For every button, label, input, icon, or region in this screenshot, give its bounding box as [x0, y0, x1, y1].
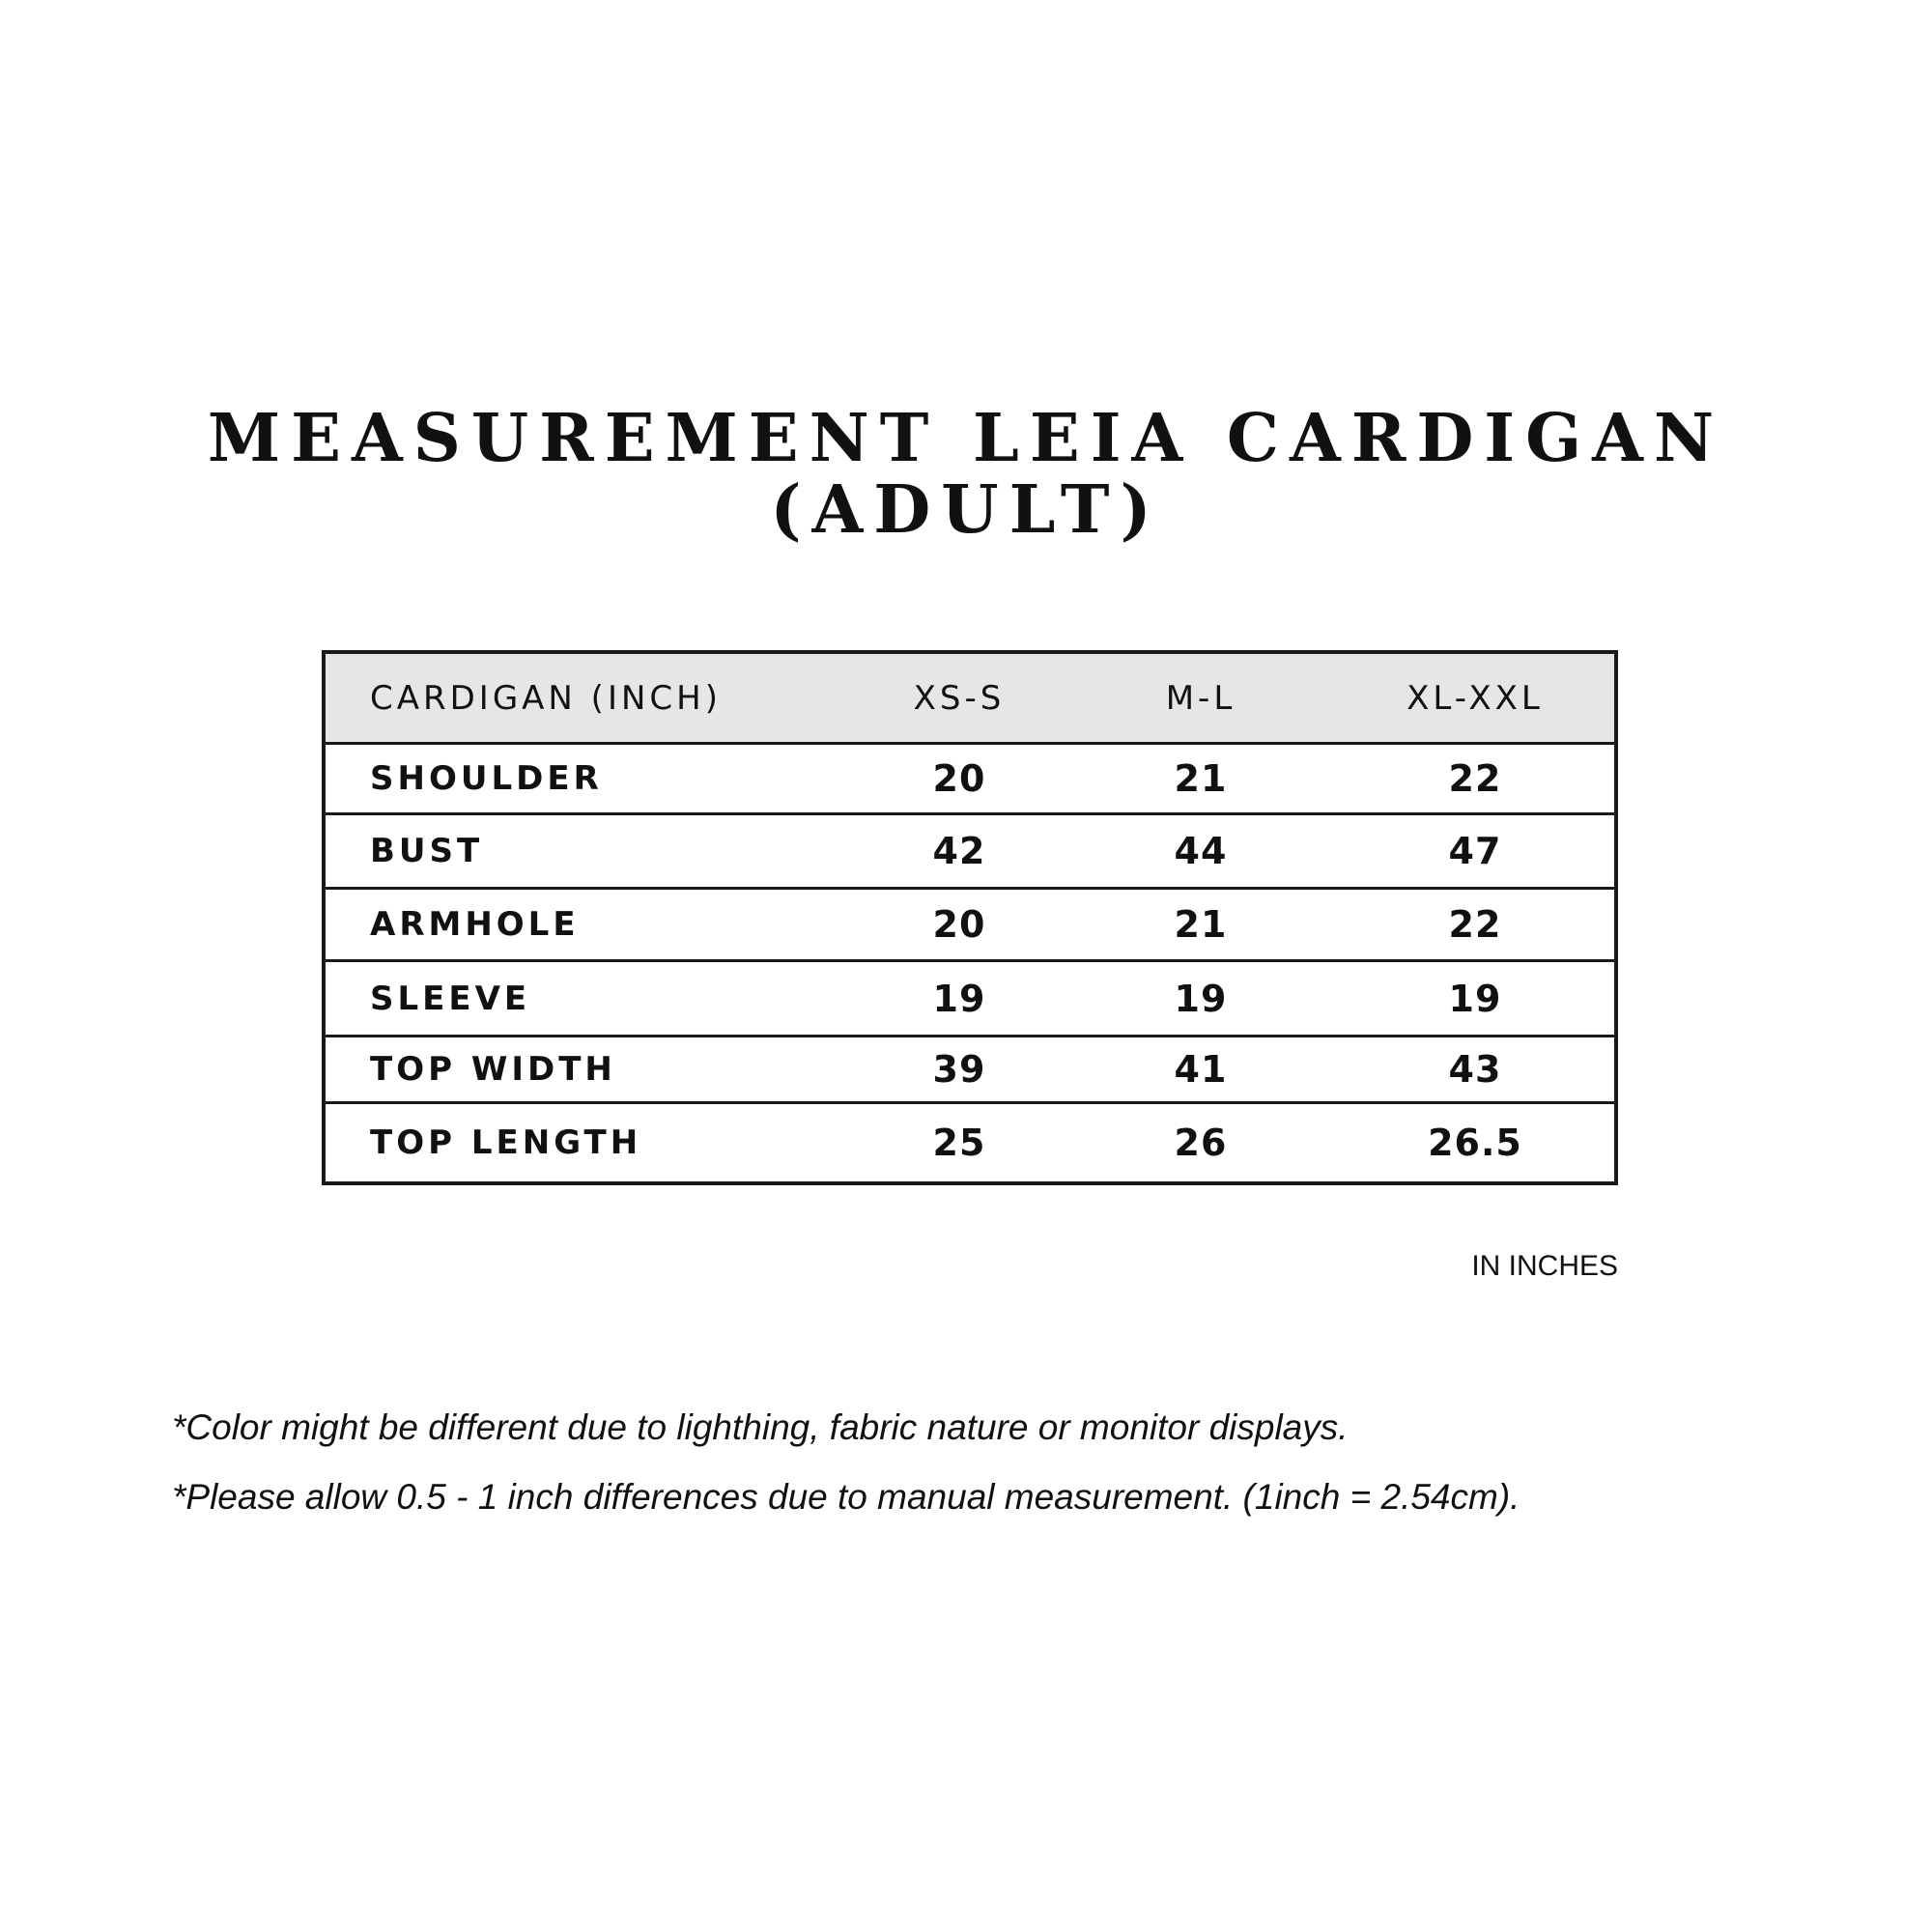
page-title-line-1: MEASUREMENT LEIA CARDIGAN — [207, 400, 1725, 477]
header-cardigan-inch: CARDIGAN (INCH) — [324, 652, 853, 744]
header-size-xs-s: XS-S — [853, 652, 1065, 744]
row-label-top-width: TOP WIDTH — [324, 1037, 853, 1103]
cell-value: 20 — [853, 744, 1065, 814]
page-title-line-2: (ADULT) — [770, 471, 1162, 549]
size-chart-table — [322, 650, 1618, 1185]
header-size-xl-xxl: XL-XXL — [1336, 652, 1616, 744]
table-row — [324, 1103, 1616, 1184]
cell-value: 19 — [1336, 961, 1616, 1037]
cell-value: 22 — [1336, 744, 1616, 814]
cell-value: 20 — [853, 889, 1065, 961]
row-label-sleeve: SLEEVE — [324, 961, 853, 1037]
row-label-bust: BUST — [324, 814, 853, 889]
table-header-row — [324, 652, 1616, 744]
cell-value: 42 — [853, 814, 1065, 889]
cell-value: 47 — [1336, 814, 1616, 889]
cell-value: 39 — [853, 1037, 1065, 1103]
cell-value: 21 — [1065, 744, 1336, 814]
cell-value: 25 — [853, 1103, 1065, 1184]
cell-value: 44 — [1065, 814, 1336, 889]
cell-value: 19 — [1065, 961, 1336, 1037]
row-label-shoulder: SHOULDER — [324, 744, 853, 814]
cell-value: 22 — [1336, 889, 1616, 961]
cell-value: 26 — [1065, 1103, 1336, 1184]
table-row — [324, 889, 1616, 961]
table-row — [324, 744, 1616, 814]
cell-value: 41 — [1065, 1037, 1336, 1103]
measurement-tolerance-note: *Please allow 0.5 - 1 inch differences due to manual measurement. (1inch = 2.54cm). — [172, 1477, 1520, 1517]
cell-value: 21 — [1065, 889, 1336, 961]
table-row — [324, 961, 1616, 1037]
cell-value: 26.5 — [1336, 1103, 1616, 1184]
cell-value: 43 — [1336, 1037, 1616, 1103]
row-label-top-length: TOP LENGTH — [324, 1103, 853, 1184]
table-row — [324, 1037, 1616, 1103]
color-disclaimer-note: *Color might be different due to lighthing, fabric nature or monitor displays. — [172, 1407, 1349, 1447]
table-row — [324, 814, 1616, 889]
cell-value: 19 — [853, 961, 1065, 1037]
header-size-m-l: M-L — [1065, 652, 1336, 744]
unit-note: IN INCHES — [1471, 1250, 1618, 1282]
row-label-armhole: ARMHOLE — [324, 889, 853, 961]
